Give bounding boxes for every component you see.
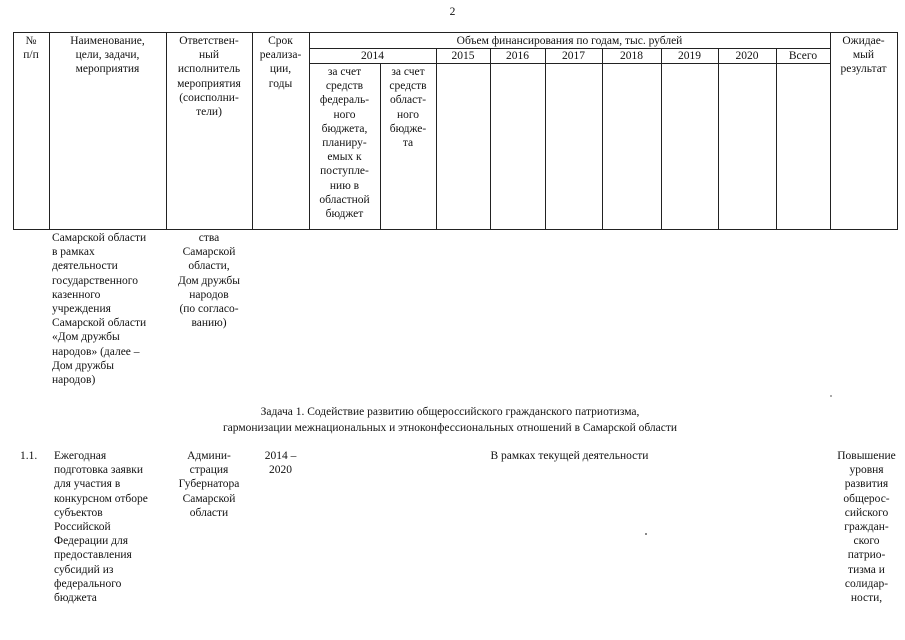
header-term: Срок реализа- ции, годы [259, 35, 302, 90]
continuation-responsible: ства Самарской области, Дом дружбы народов (по согласо- ванию) [178, 232, 240, 330]
row-number: 1.1. [20, 450, 38, 462]
col-divider [602, 48, 603, 230]
header-federal-funds: за счет средств федераль- ного бюджета, планиру- емых к поступле- нию в областной бюджет [319, 66, 370, 221]
header-name: Наименование, цели, задачи, мероприятия [70, 35, 145, 76]
row-funding-note: В рамках текущей деятельности [490, 450, 649, 462]
header-year: 2015 [451, 50, 475, 62]
col-divider [545, 48, 546, 230]
continuation-name: Самарской области в рамках деятельности государственного казенного учреждения Самарской области «Дом дружбы народов» (далее – Дом дружбы народов) [52, 232, 147, 387]
header-year: 2020 [735, 50, 759, 62]
row-result: Повышение уровня развития общерос- сийского граждан- ского патрио- тизма и солидар- ности, [837, 450, 896, 605]
header-number: № п/п [23, 35, 39, 62]
header-regional-funds: за счет средств област- ного бюдже- та [389, 66, 427, 150]
col-divider [436, 48, 437, 230]
header-year: 2016 [506, 50, 529, 62]
row-name: Ежегодная подготовка заявки для участия в конкурсном отборе субъектов Российской Федерации для предоставления субсидий из федерального бюджета [54, 450, 148, 605]
scan-speck [830, 395, 832, 397]
col-divider [776, 48, 777, 230]
header-year: 2017 [562, 50, 585, 62]
header-year: 2019 [678, 50, 701, 62]
header-funding: Объем финансирования по годам, тыс. рублей [456, 35, 683, 47]
header-year: 2018 [620, 50, 643, 62]
header-responsible: Ответствен- ный исполнитель мероприятия (соисполни- тели) [177, 35, 241, 119]
table-top-border [13, 32, 898, 33]
table-bottom-border [13, 229, 898, 230]
table-right-border [897, 32, 898, 230]
col-divider [661, 48, 662, 230]
header-year-2014: 2014 [361, 50, 384, 62]
col-divider [718, 48, 719, 230]
col-divider [490, 48, 491, 230]
header-total: Всего [788, 50, 818, 62]
task-heading: Задача 1. Содействие развитию общероссийского гражданского патриотизма, гармонизации межнациональных и этноконфессиональных отношений в Самарской области [222, 406, 678, 434]
page-number: 2 [449, 6, 456, 18]
scan-speck [645, 533, 647, 535]
row-responsible: Админи- страция Губернатора Самарской области [178, 450, 240, 519]
row-term: 2014 – 2020 [264, 450, 297, 477]
header-result: Ожидае- мый результат [840, 35, 887, 76]
